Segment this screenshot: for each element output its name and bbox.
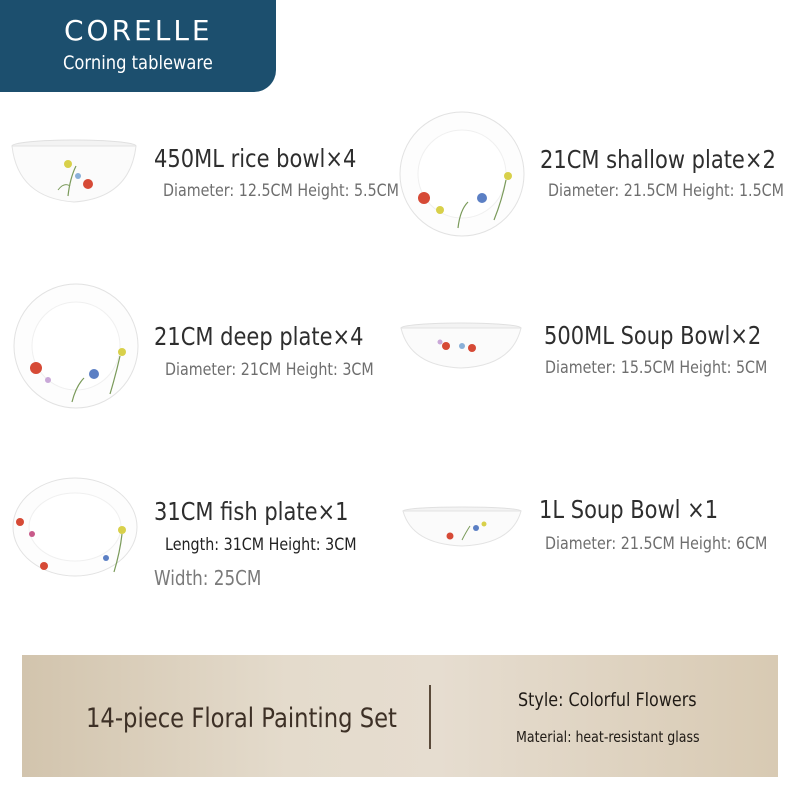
set-name: 14-piece Floral Painting Set	[86, 703, 397, 734]
set-info-banner	[22, 655, 778, 777]
soup-bowl-1l-image	[400, 506, 524, 548]
soup-bowl-1l-spec: Diameter: 21.5CM Height: 6CM	[545, 534, 768, 554]
deep-plate-title: 21CM deep plate×4	[154, 322, 364, 351]
soup-bowl-500ml-title: 500ML Soup Bowl×2	[544, 321, 762, 350]
shallow-plate-title: 21CM shallow plate×2	[540, 145, 776, 174]
soup-bowl-1l-title: 1L Soup Bowl ×1	[539, 495, 719, 524]
soup-bowl-500ml-image	[398, 322, 524, 372]
shallow-plate-image	[398, 110, 526, 238]
deep-plate-image	[12, 282, 140, 410]
brand-banner	[0, 0, 276, 92]
brand-subtitle: Corning tableware	[63, 52, 213, 74]
shallow-plate-spec: Diameter: 21.5CM Height: 1.5CM	[548, 181, 784, 201]
brand-name: CORELLE	[64, 14, 213, 47]
material-label: Material: heat-resistant glass	[516, 728, 700, 746]
banner-divider	[429, 685, 431, 749]
fish-plate-title: 31CM fish plate×1	[154, 497, 349, 526]
soup-bowl-500ml-spec: Diameter: 15.5CM Height: 5CM	[545, 358, 768, 378]
deep-plate-spec: Diameter: 21CM Height: 3CM	[165, 360, 374, 380]
fish-plate-image	[10, 476, 140, 578]
rice-bowl-image	[8, 138, 140, 208]
rice-bowl-title: 450ML rice bowl×4	[154, 144, 357, 173]
fish-plate-spec-width: Width: 25CM	[154, 566, 262, 590]
rice-bowl-spec: Diameter: 12.5CM Height: 5.5CM	[163, 181, 399, 201]
fish-plate-spec-length: Length: 31CM Height: 3CM	[165, 535, 357, 555]
style-label: Style: Colorful Flowers	[518, 689, 697, 711]
